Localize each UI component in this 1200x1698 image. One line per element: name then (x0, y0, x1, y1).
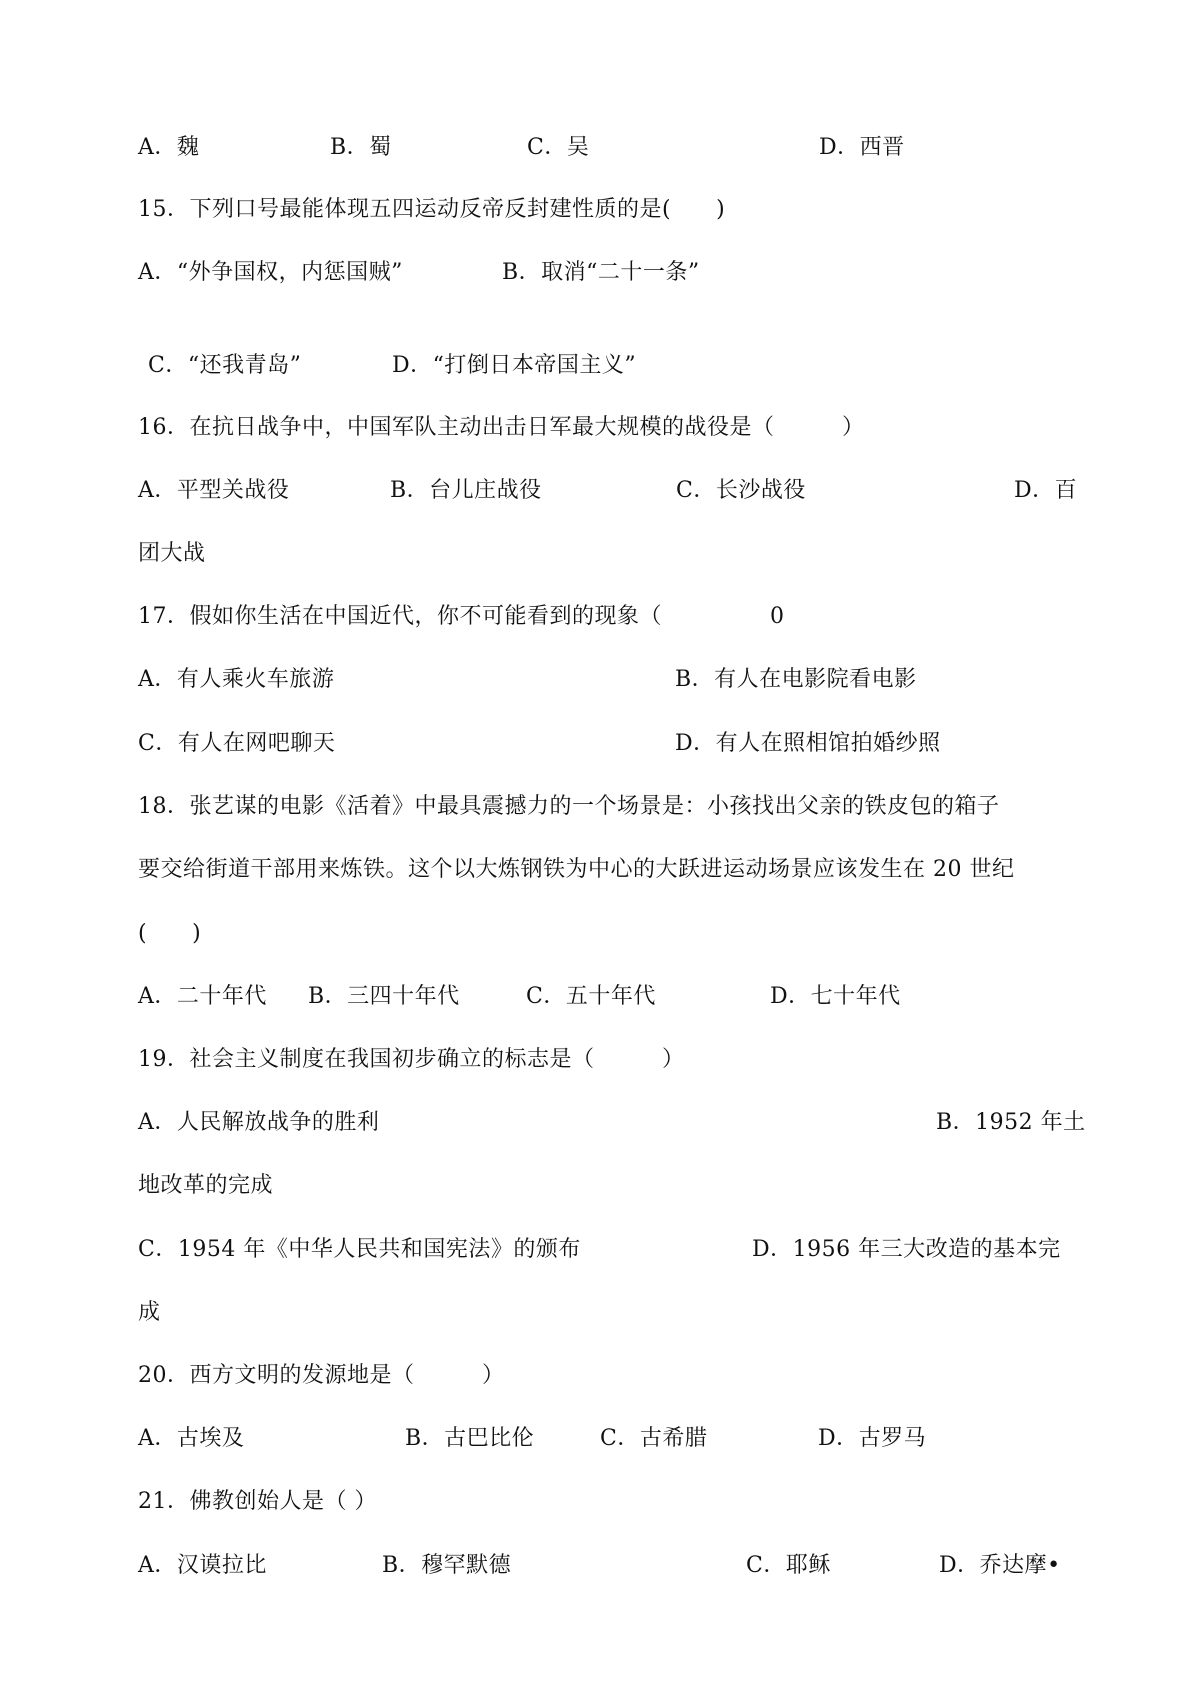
q14-option-a: A．魏 (138, 135, 200, 160)
q15-option-a: A．“外争国权，内惩国贼” (138, 260, 403, 285)
q15-option-b: B．取消“二十一条” (502, 260, 700, 285)
q19-option-d-line2: 成 (138, 1300, 161, 1325)
q21-option-b: B．穆罕默德 (382, 1553, 512, 1578)
q20-option-a: A．古埃及 (138, 1426, 245, 1451)
q21-option-a: A．汉谟拉比 (138, 1553, 267, 1578)
q17-option-a: A．有人乘火车旅游 (138, 667, 335, 692)
q15-option-c: C．“还我青岛” (148, 353, 302, 378)
q17-option-c: C．有人在网吧聊天 (138, 731, 336, 756)
q19-option-b-line1: B．1952 年土 (936, 1110, 1086, 1135)
q14-option-d: D．西晋 (819, 135, 905, 160)
q15-option-d: D．“打倒日本帝国主义” (392, 353, 637, 378)
q20-stem: 20．西方文明的发源地是（ ） (138, 1363, 505, 1388)
q18-stem-line3: ( ) (138, 921, 202, 946)
q19-option-d-line1: D．1956 年三大改造的基本完 (752, 1237, 1061, 1262)
q18-option-b: B．三四十年代 (308, 984, 460, 1009)
q21-stem: 21．佛教创始人是（ ） (138, 1489, 377, 1514)
q16-option-d-line1: D．百 (1014, 478, 1078, 503)
q17-stem-paren: 0 (770, 604, 785, 629)
q20-option-b: B．古巴比伦 (405, 1426, 535, 1451)
q16-option-a: A．平型关战役 (138, 478, 290, 503)
q14-option-c: C．吴 (527, 135, 590, 160)
q18-stem-line2: 要交给街道干部用来炼铁。这个以大炼钢铁为中心的大跃进运动场景应该发生在 20 世纪 (138, 857, 1015, 882)
q21-option-c: C．耶稣 (746, 1553, 831, 1578)
q16-option-c: C．长沙战役 (676, 478, 806, 503)
q19-option-c: C．1954 年《中华人民共和国宪法》的颁布 (138, 1237, 581, 1262)
q20-option-c: C．古希腊 (600, 1426, 708, 1451)
q14-option-b: B．蜀 (330, 135, 392, 160)
q18-stem-line1: 18．张艺谋的电影《活着》中最具震撼力的一个场景是：小孩找出父亲的铁皮包的箱子 (138, 794, 1000, 819)
q16-option-d-line2: 团大战 (138, 541, 206, 566)
q21-option-d: D．乔达摩• (939, 1553, 1061, 1578)
q19-stem: 19．社会主义制度在我国初步确立的标志是（ ） (138, 1047, 685, 1072)
q19-option-b-line2: 地改革的完成 (138, 1173, 274, 1198)
q16-option-b: B．台儿庄战役 (390, 478, 542, 503)
q17-stem: 17．假如你生活在中国近代，你不可能看到的现象（ (138, 604, 662, 629)
q18-option-a: A．二十年代 (138, 984, 267, 1009)
q16-stem: 16．在抗日战争中，中国军队主动出击日军最大规模的战役是（ ） (138, 415, 865, 440)
q15-stem: 15．下列口号最能体现五四运动反帝反封建性质的是( ) (138, 197, 726, 222)
q18-option-d: D．七十年代 (770, 984, 901, 1009)
q19-option-a: A．人民解放战争的胜利 (138, 1110, 380, 1135)
q17-option-b: B．有人在电影院看电影 (675, 667, 917, 692)
q20-option-d: D．古罗马 (818, 1426, 927, 1451)
q18-option-c: C．五十年代 (526, 984, 656, 1009)
q17-option-d: D．有人在照相馆拍婚纱照 (675, 731, 941, 756)
